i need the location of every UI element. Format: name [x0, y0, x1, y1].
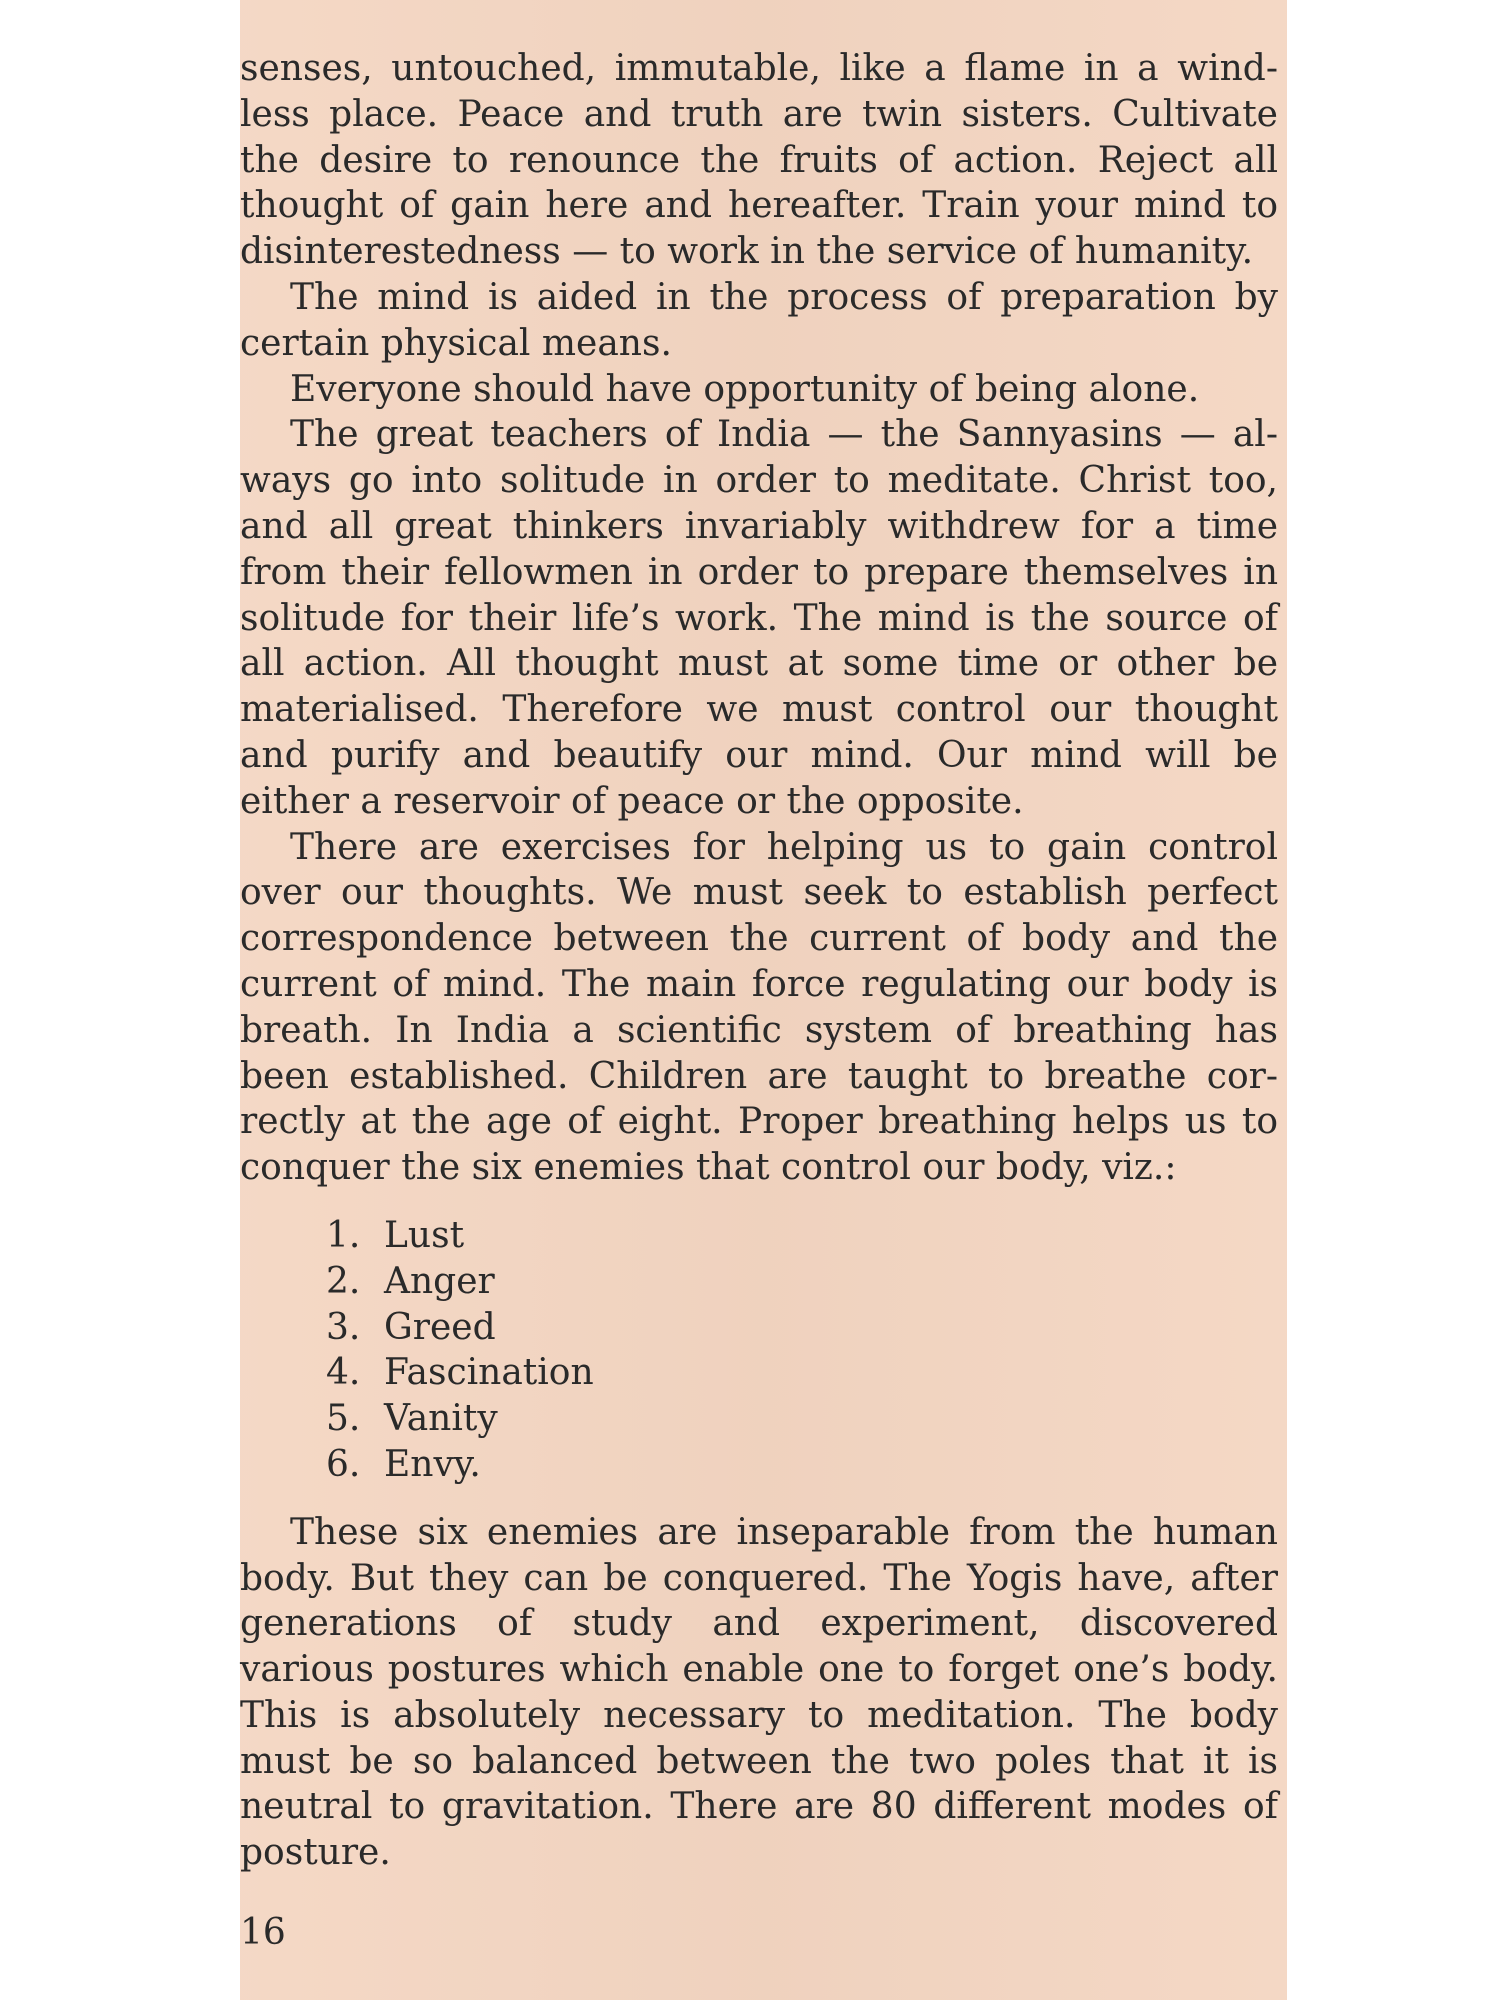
- list-item-label: Lust: [384, 1214, 465, 1256]
- list-item-number: 6.: [326, 1443, 361, 1485]
- page-number: 16: [240, 1912, 286, 1953]
- paragraph-4: The great teachers of India — the Sannyasins — always go into solitude in order to meditate. Christ too, and all great thinkers invariably withdrew for a time from their fellowmen in order to prepare themselves in solitude for their life’s work. The mind is the source of all action. All thought must at some time or other be materialised. Therefore we must control our thought and purify and beautify our mind. Our mind will be either a reservoir of peace or the opposite.: [240, 414, 1278, 822]
- book-page: [240, 0, 1287, 2000]
- list-item-number: 3.: [326, 1306, 361, 1348]
- list-item-label: Envy.: [384, 1443, 481, 1485]
- list-item: [326, 1442, 1278, 1488]
- list-item: [326, 1350, 1278, 1396]
- paragraph-3: Everyone should have opportunity of being alone.: [290, 368, 1200, 410]
- list-item-number: 5.: [326, 1398, 361, 1440]
- list-item: [326, 1396, 1278, 1442]
- list-item: [326, 1213, 1278, 1259]
- list-item: [326, 1305, 1278, 1351]
- page-body-text: [240, 46, 1278, 1876]
- paragraph-2: The mind is aided in the process of preparation by certain physical means.: [240, 276, 1278, 364]
- list-item-number: 4.: [326, 1352, 361, 1394]
- list-item: [326, 1259, 1278, 1305]
- list-item-label: Greed: [384, 1306, 496, 1348]
- paragraph-5: There are exercises for helping us to gain control over our thoughts. We must seek to establish perfect correspondence between the current of body and the current of mind. The main force regulating our body is breath. In India a scientific system of breathing has been established. Children are taught to breathe correctly at the age of eight. Proper breathing helps us to conquer the six enemies that control our body, viz.:: [240, 826, 1278, 1189]
- list-item-label: Vanity: [384, 1398, 498, 1440]
- six-enemies-list: [240, 1213, 1278, 1488]
- paragraph-6: These six enemies are inseparable from the human body. But they can be conquered. The Yogis have, after generations of study and experiment, discovered various postures which enable one to forget one’s body. This is absolutely necessary to meditation. The body must be so balanced between the two poles that it is neutral to gravitation. There are 80 different modes of posture.: [240, 1511, 1278, 1874]
- list-item-number: 1.: [326, 1214, 361, 1256]
- list-item-number: 2.: [326, 1260, 361, 1302]
- paragraph-1: senses, untouched, immutable, like a flame in a windless place. Peace and truth are twin sisters. Cultivate the desire to renounce the fruits of action. Reject all thought of gain here and hereafter. Train your mind to disinterestedness — to work in the service of humanity.: [240, 48, 1278, 273]
- list-item-label: Fascination: [384, 1352, 594, 1394]
- list-item-label: Anger: [384, 1260, 495, 1302]
